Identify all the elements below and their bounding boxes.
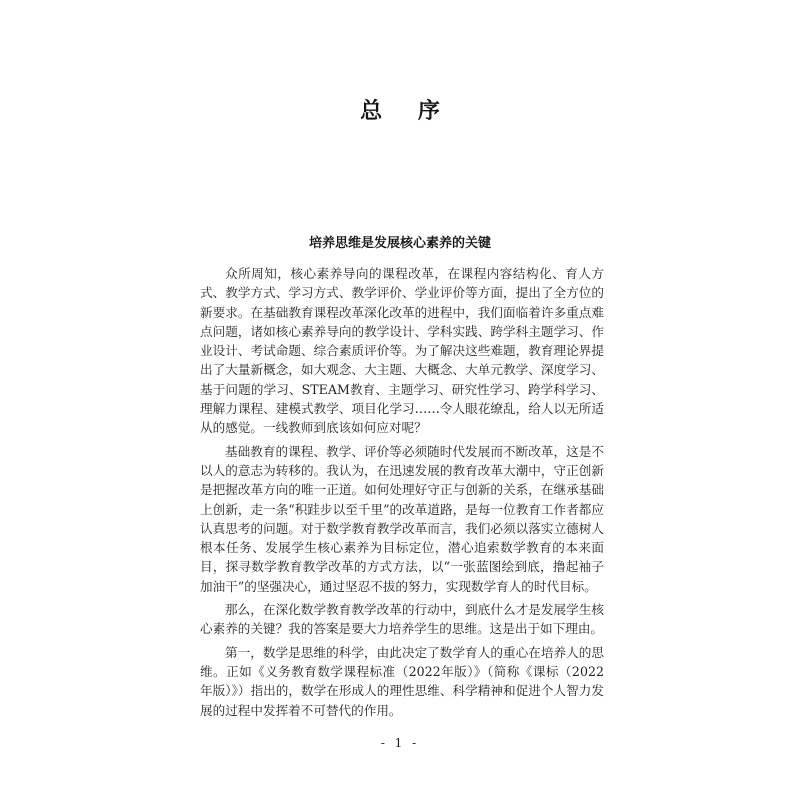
body-text — [200, 264, 604, 724]
page-title: 总 序 — [360, 98, 454, 124]
paragraph-4: 第一，数学是思维的科学，由此决定了数学育人的重心在培养人的思维。正如《义务教育数学课程标准（2022年版）》（简称《课标（2022年版）》）指出的，数学在形成人的理性思维、科学精神和促进个人智力发展的过程中发挥着不可替代的作用。 — [200, 644, 604, 718]
paragraph-2: 基础教育的课程、教学、评价等必须随时代发展而不断改革，这是不以人的意志为转移的。我认为，在迅速发展的教育改革大潮中，守正创新是把握改革方向的唯一正道。如何处理好守正与创新的关系，在继承基础上创新，走一条“积跬步以至千里”的改革道路，是每一位教育工作者都应认真思考的问题。对于数学教育教学改革而言，我们必须以落实立德树人根本任务、发展学生核心素养为目标定位，潜心追索数学教育的本来面目，探寻数学教育教学改革的方式方法，以“一张蓝图绘到底，撸起袖子加油干”的坚强决心，通过坚忍不拔的努力，实现数学育人的时代目标。 — [200, 443, 604, 594]
paragraph-3: 那么，在深化数学教育教学改革的行动中，到底什么才是发展学生核心素养的关键？我的答案是要大力培养学生的思维。这是出于如下理由。 — [200, 602, 604, 637]
section-title: 培养思维是发展核心素养的关键 — [308, 236, 491, 251]
paragraph-1: 众所周知，核心素养导向的课程改革，在课程内容结构化、育人方式、教学方式、学习方式、教学评价、学业评价等方面，提出了全方位的新要求。在基础教育课程改革深化改革的进程中，我们面临着许多重点难点问题，诸如核心素养导向的教学设计、学科实践、跨学科主题学习、作业设计、考试命题、综合素质评价等。为了解决这些难题，教育理论界提出了大量新概念，如大观念、大主题、大概念、大单元教学、深度学习、基于问题的学习、STEAM教育、主题学习、研究性学习、跨学科学习、理解力课程、建模式教学、项目化学习……令人眼花缭乱，给人以无所适从的感觉。一线教师到底该如何应对呢？ — [200, 266, 604, 436]
page-number: - 1 - — [380, 736, 420, 750]
